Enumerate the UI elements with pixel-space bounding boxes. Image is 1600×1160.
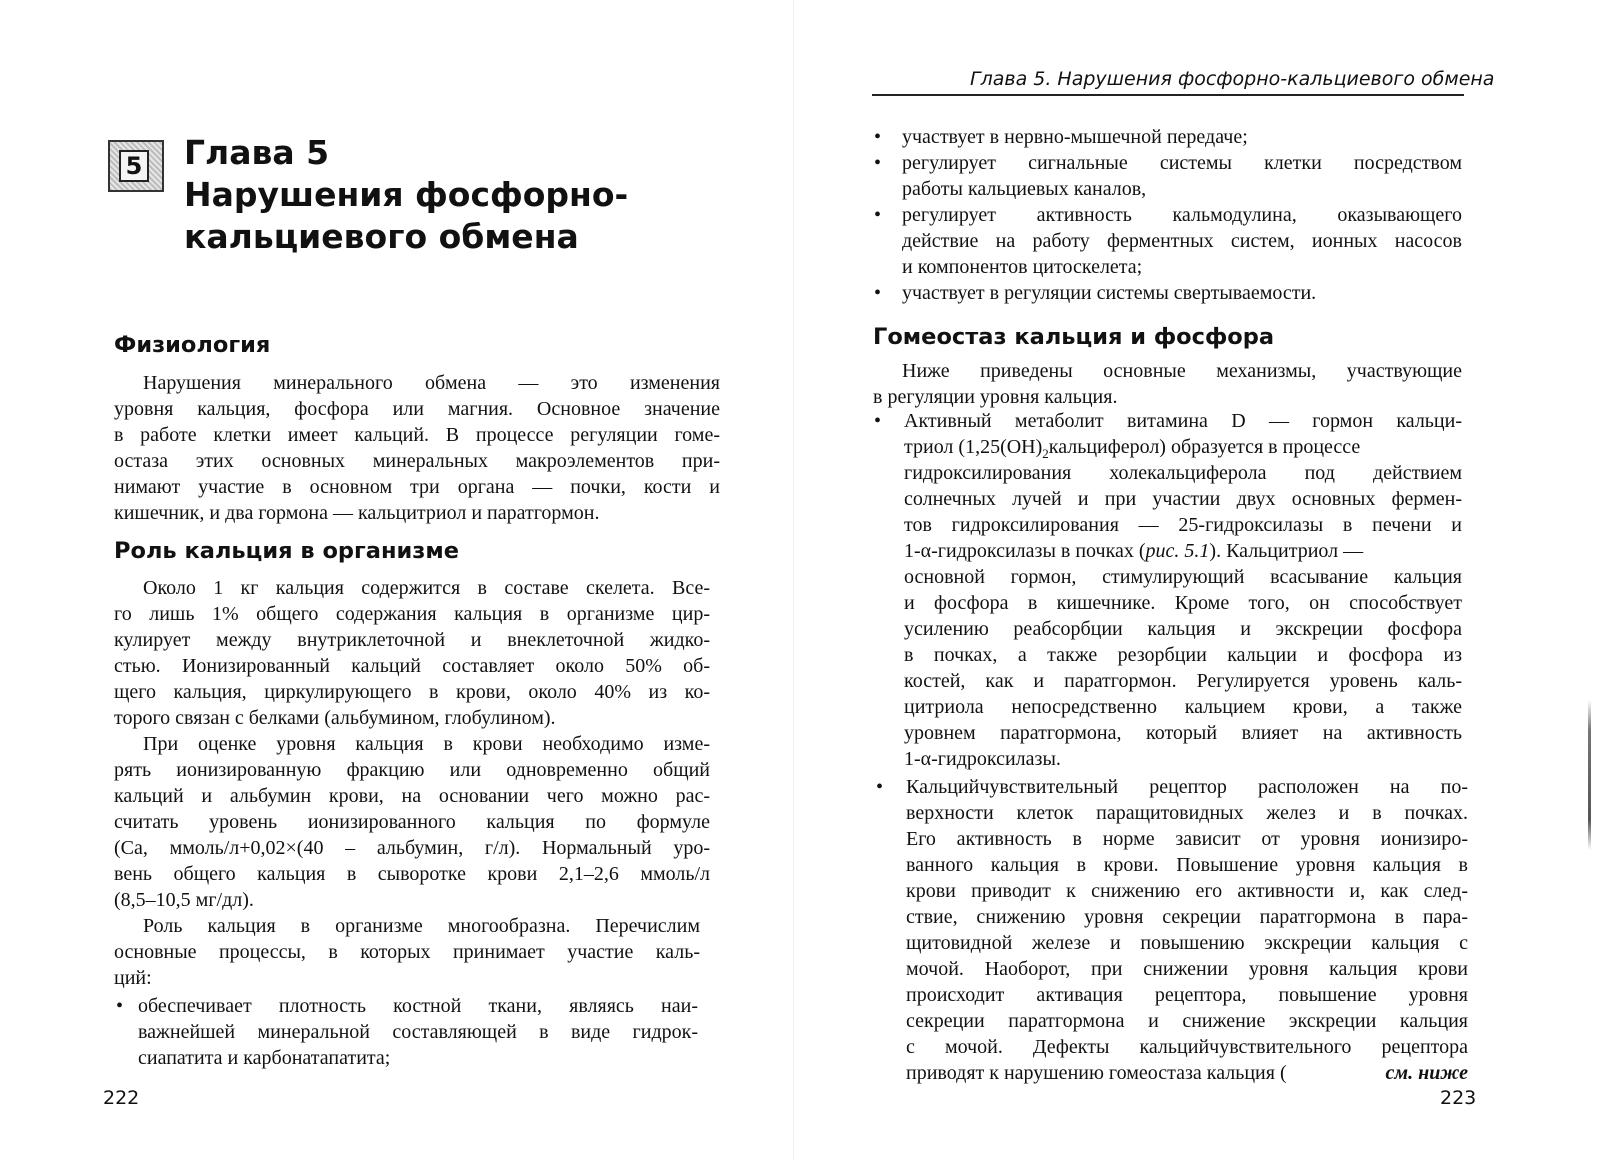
text-line [904,538,1363,564]
page-number: 222 [103,1087,140,1109]
text-line: солнечных лучей и при участии двух основных фермен- [904,488,1462,510]
chapter-heading [108,132,748,262]
text-line: в работе клетки имеет кальций. В процессе регуляции гоме- [114,424,720,446]
text-line: Его активность в норме зависит от уровня ионизиро- [906,828,1468,850]
text-line: Кальцийчувствительный рецептор расположен на по- [906,776,1468,798]
text-line: и компонентов цитоскелета; [902,256,1143,278]
text-line: рять ионизированную фракцию или одновременно общий [114,759,710,781]
text-line: секреции паратгормона и снижение экскреции кальция [906,1010,1468,1032]
text-line: (8,5–10,5 мг/дл). [114,889,254,911]
text-line: ций: [114,967,152,989]
text-line: щего кальция, циркулирующего в крови, около 40% из ко- [114,681,710,703]
text-line: регулирует сигнальные системы клетки посредством [902,152,1462,174]
text-line: 1-α-гидроксилазы. [904,748,1061,770]
left-page [0,0,790,1160]
bullet-marker: • [874,126,882,148]
text-line: ствие, снижению уровня секреции паратгормона в пара- [906,906,1468,928]
text-line: крови приводит к снижению его активности и, как след- [906,880,1468,902]
text-line: верхности клеток паращитовидных желез и в почках. [906,802,1468,824]
chapter-number: 5 [119,150,149,182]
text-fragment: ). Кальцитриол — [1209,540,1364,562]
text-line: Ниже приведены основные механизмы, участвующие [902,360,1462,382]
section-heading-homeostasis: Гомеостаз кальция и фосфора [873,324,1275,350]
bullet-marker: • [874,204,882,226]
text-line: ванного кальция в крови. Повышение уровня кальция в [906,854,1468,876]
text-line: участвует в регуляции системы свертываемости. [902,282,1317,304]
text-fragment: кальциферол) образуется в процессе [1048,436,1361,458]
text-line: мочой. Наоборот, при снижении уровня кальция крови [906,958,1468,980]
text-line: обеспечивает плотность костной ткани, являясь наи- [138,995,698,1017]
text-line: основные процессы, в которых принимает участие каль- [114,941,700,963]
bullet-marker: • [874,282,882,304]
bullet-marker: • [116,995,124,1017]
text-line: работы кальциевых каналов, [902,178,1147,200]
text-fragment: 1-α-гидроксилазы в почках ( [904,540,1146,562]
text-line: При оценке уровня кальция в крови необходимо изме- [143,733,710,755]
cross-reference: см. ниже [1385,1062,1468,1084]
text-line: сиапатита и карбонатапатита; [138,1047,391,1069]
text-line: кальций и альбумин крови, на основании чего можно рас- [114,785,710,807]
text-fragment: триол (1,25(OH) [904,436,1043,458]
text-line: костей, как и паратгормон. Регулируется уровень каль- [904,670,1462,692]
text-line: Роль кальция в организме многообразна. Перечислим [143,915,700,937]
text-line: Нарушения минерального обмена — это изменения [143,372,720,394]
text-line: усилению реабсорбции кальция и экскреции фосфора [904,618,1462,640]
text-line: в регуляции уровня кальция. [873,386,1118,408]
chapter-number-badge [108,140,164,192]
chapter-title-line: Глава 5 [184,133,330,172]
page-number: 223 [1440,1087,1477,1109]
text-line: остаза этих основных минеральных макроэлементов при- [114,450,720,472]
chapter-title-line: кальциевого обмена [184,217,579,256]
text-line: Активный метаболит витамина D — гормон кальци- [904,410,1462,432]
text-line: основной гормон, стимулирующий всасывание кальция [904,566,1462,588]
chapter-title [184,132,628,258]
figure-reference: рис. 5.1 [1145,540,1210,562]
text-line: действие на работу ферментных систем, ионных насосов [902,230,1462,252]
text-line: кишечник, и два гормона — кальцитриол и паратгормон. [114,502,600,524]
text-line: го лишь 1% общего содержания кальция в организме цир- [114,603,710,625]
text-line: и фосфора в кишечнике. Кроме того, он способствует [904,592,1462,614]
section-heading-physiology: Физиология [114,332,271,358]
bullet-marker: • [876,776,884,798]
book-gutter [793,0,794,1160]
text-line: считать уровень ионизированного кальция по формуле [114,811,710,833]
text-line: уровня кальция, фосфора или магния. Основное значение [114,398,720,420]
text-line: вень общего кальция в сыворотке крови 2,1–2,6 ммоль/л [114,863,710,885]
bullet-marker: • [874,410,882,432]
text-line: тов гидроксилирования — 25-гидроксилазы в печени и [904,514,1462,536]
text-line: (Са, ммоль/л+0,02×(40 – альбумин, г/л). Нормальный уро- [114,837,710,859]
running-head-rule [872,94,1464,96]
text-line: щитовидной железе и повышению экскреции кальция с [906,932,1468,954]
text-fragment: приводят к нарушению гомеостаза кальция ( [906,1062,1287,1084]
subscript: 2 [1042,446,1049,461]
text-line: гидроксилирования холекальциферола под действием [904,462,1462,484]
section-heading-calcium-role: Роль кальция в организме [114,538,459,564]
text-line: кулирует между внутриклеточной и внеклеточной жидко- [114,629,710,651]
text-line: важнейшей минеральной составляющей в виде гидрок- [138,1021,698,1043]
text-line: в почках, а также резорбции кальции и фосфора из [904,644,1462,666]
chapter-title-line: Нарушения фосфорно- [184,175,629,214]
running-head: Глава 5. Нарушения фосфорно-кальциевого обмена [970,68,1495,90]
bullet-marker: • [874,152,882,174]
text-line: цитриола непосредственно кальцием крови, а также [904,696,1462,718]
text-line: происходит активация рецептора, повышение уровня [906,984,1468,1006]
text-line: участвует в нервно-мышечной передаче; [902,126,1248,148]
text-line: нимают участие в основном три органа — почки, кости и [114,476,720,498]
text-line [906,1060,1468,1086]
text-line: торого связан с белками (альбумином, глобулином). [114,707,556,729]
text-line: стью. Ионизированный кальций составляет около 50% об- [114,655,710,677]
text-line: регулирует активность кальмодулина, оказывающего [902,204,1462,226]
text-line: с мочой. Дефекты кальцийчувствительного рецептора [906,1036,1468,1058]
text-line: уровнем паратгормона, который влияет на активность [904,722,1462,744]
page-edge-shadow [1588,700,1591,850]
text-line: Около 1 кг кальция содержится в составе скелета. Все- [143,577,710,599]
